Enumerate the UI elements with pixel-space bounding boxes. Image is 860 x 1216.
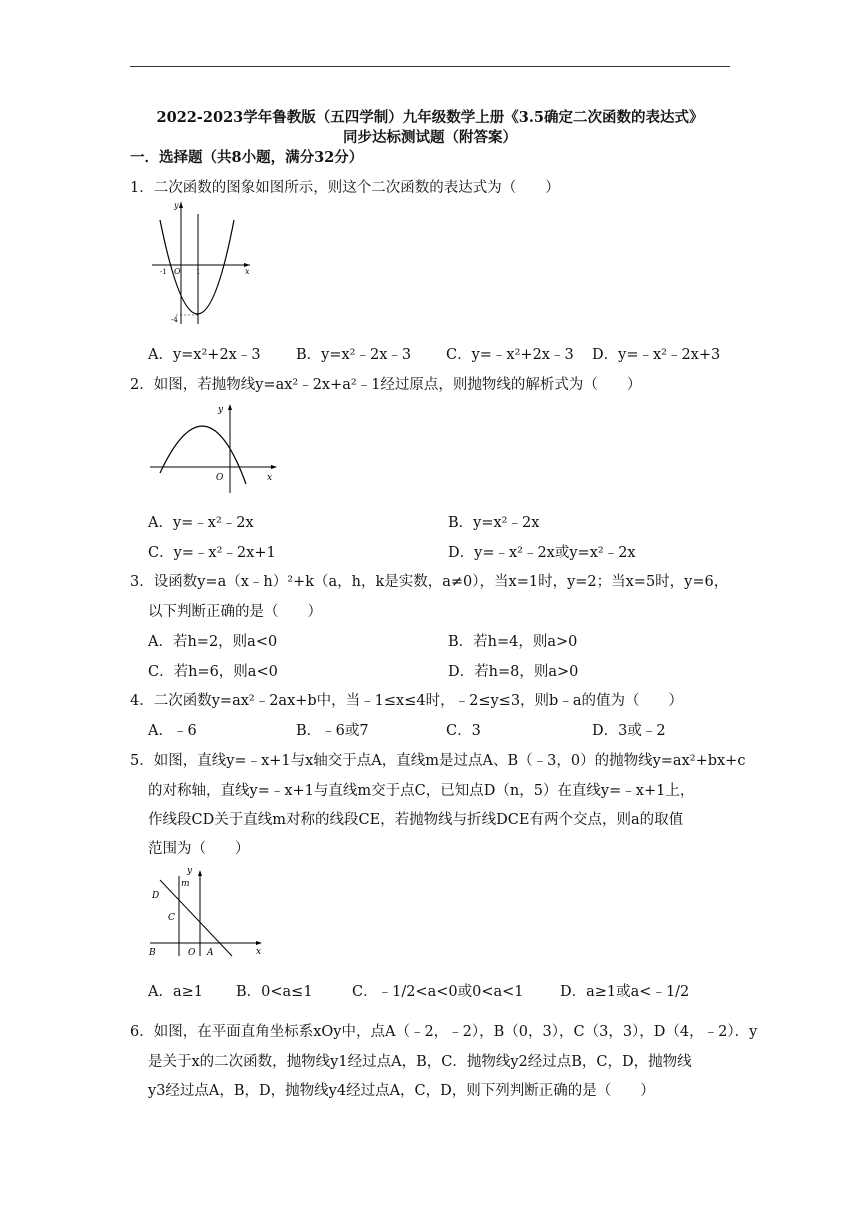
header-rule bbox=[130, 66, 730, 67]
q2-option-b[interactable]: B．y=x²﹣2x bbox=[448, 515, 540, 531]
q1-tick-neg4: -4 bbox=[171, 316, 178, 324]
q5-m-label: m bbox=[181, 879, 190, 889]
doc-title-line2: 同步达标测试题（附答案） bbox=[343, 129, 517, 146]
q5-point-a-label: A bbox=[207, 948, 214, 958]
q1-graph bbox=[146, 198, 256, 328]
q1-option-a[interactable]: A．y=x²+2x﹣3 bbox=[148, 347, 261, 363]
q4-option-b[interactable]: B．﹣6或7 bbox=[296, 723, 369, 739]
q1-option-d[interactable]: D．y=﹣x²﹣2x+3 bbox=[592, 347, 721, 363]
q4-option-d[interactable]: D．3或﹣2 bbox=[592, 723, 666, 739]
q5-option-a[interactable]: A．a≥1 bbox=[148, 984, 203, 1000]
q5-option-c[interactable]: C．﹣1/2<a<0或0<a<1 bbox=[352, 984, 524, 1000]
q2-origin-label: O bbox=[216, 473, 224, 483]
q5-point-c-label: C bbox=[168, 913, 175, 923]
q5-point-d-label: D bbox=[152, 891, 160, 901]
question-2: 2．如图，若抛物线y=ax²﹣2x+a²﹣1经过原点，则抛物线的解析式为（ ） bbox=[130, 377, 642, 393]
q5-option-d[interactable]: D．a≥1或a<﹣1/2 bbox=[560, 984, 690, 1000]
q2-option-c[interactable]: C．y=﹣x²﹣2x+1 bbox=[148, 545, 276, 561]
question-6-line1: 6．如图，在平面直角坐标系xOy中，点A（﹣2，﹣2），B（0，3），C（3，3），D（4，﹣2）．y bbox=[130, 1024, 758, 1040]
q1-option-c[interactable]: C．y=﹣x²+2x﹣3 bbox=[446, 347, 574, 363]
q5-origin-label: O bbox=[188, 948, 196, 958]
question-4: 4．二次函数y=ax²﹣2ax+b中，当﹣1≤x≤4时，﹣2≤y≤3，则b﹣a的值为（ ） bbox=[130, 693, 683, 709]
q1-tick-neg1: -1 bbox=[160, 268, 167, 276]
q1-option-b[interactable]: B．y=x²﹣2x﹣3 bbox=[296, 347, 412, 363]
question-5-line3: 作线段CD关于直线m对称的线段CE，若抛物线与折线DCE有两个交点，则a的取值 bbox=[148, 812, 684, 828]
q5-x-label: x bbox=[256, 947, 262, 957]
question-6-line2: 是关于x的二次函数，抛物线y1经过点A，B，C．抛物线y2经过点B，C，D，抛物线 bbox=[148, 1054, 692, 1070]
q5-option-b[interactable]: B．0<a≤1 bbox=[236, 984, 313, 1000]
q5-point-b-label: B bbox=[149, 948, 156, 958]
question-6-line3: y3经过点A，B，D，抛物线y4经过点A，C，D，则下列判断正确的是（ ） bbox=[148, 1083, 655, 1099]
q3-option-b[interactable]: B．若h=4，则a>0 bbox=[448, 634, 578, 650]
q5-graph bbox=[146, 862, 266, 960]
doc-title-line1: 2022-2023学年鲁教版（五四学制）九年级数学上册《3.5确定二次函数的表达式》 bbox=[156, 109, 704, 126]
q2-y-label: y bbox=[218, 405, 224, 415]
question-3-line2: 以下判断正确的是（ ） bbox=[148, 604, 322, 620]
q3-option-c[interactable]: C．若h=6，则a<0 bbox=[148, 664, 278, 680]
q1-y-label: y bbox=[174, 201, 179, 210]
q1-tick-1: 1 bbox=[196, 268, 201, 276]
q3-option-a[interactable]: A．若h=2，则a<0 bbox=[148, 634, 278, 650]
q5-y-label: y bbox=[187, 866, 193, 876]
q4-option-a[interactable]: A．﹣6 bbox=[148, 723, 197, 739]
question-1: 1．二次函数的图象如图所示，则这个二次函数的表达式为（ ） bbox=[130, 180, 560, 196]
q2-option-a[interactable]: A．y=﹣x²﹣2x bbox=[148, 515, 254, 531]
q1-x-label: x bbox=[245, 267, 250, 276]
question-5-line4: 范围为（ ） bbox=[148, 841, 250, 857]
q1-origin-label: O bbox=[174, 267, 181, 276]
question-5-line1: 5．如图，直线y=﹣x+1与x轴交于点A，直线m是过点A、B（﹣3，0）的抛物线y=ax²+bx+c bbox=[130, 753, 746, 769]
section-heading: 一．选择题（共8小题，满分32分） bbox=[130, 149, 364, 166]
q2-x-label: x bbox=[267, 473, 273, 483]
q2-option-d[interactable]: D．y=﹣x²﹣2x或y=x²﹣2x bbox=[448, 545, 636, 561]
question-5-line2: 的对称轴，直线y=﹣x+1与直线m交于点C，已知点D（n，5）在直线y=﹣x+1上， bbox=[148, 783, 695, 799]
q2-graph bbox=[146, 396, 281, 496]
question-3-line1: 3．设函数y=a（x﹣h）²+k（a，h，k是实数，a≠0），当x=1时，y=2；当x=5时，y=6， bbox=[130, 574, 729, 590]
q3-option-d[interactable]: D．若h=8，则a>0 bbox=[448, 664, 579, 680]
q4-option-c[interactable]: C．3 bbox=[446, 723, 481, 739]
